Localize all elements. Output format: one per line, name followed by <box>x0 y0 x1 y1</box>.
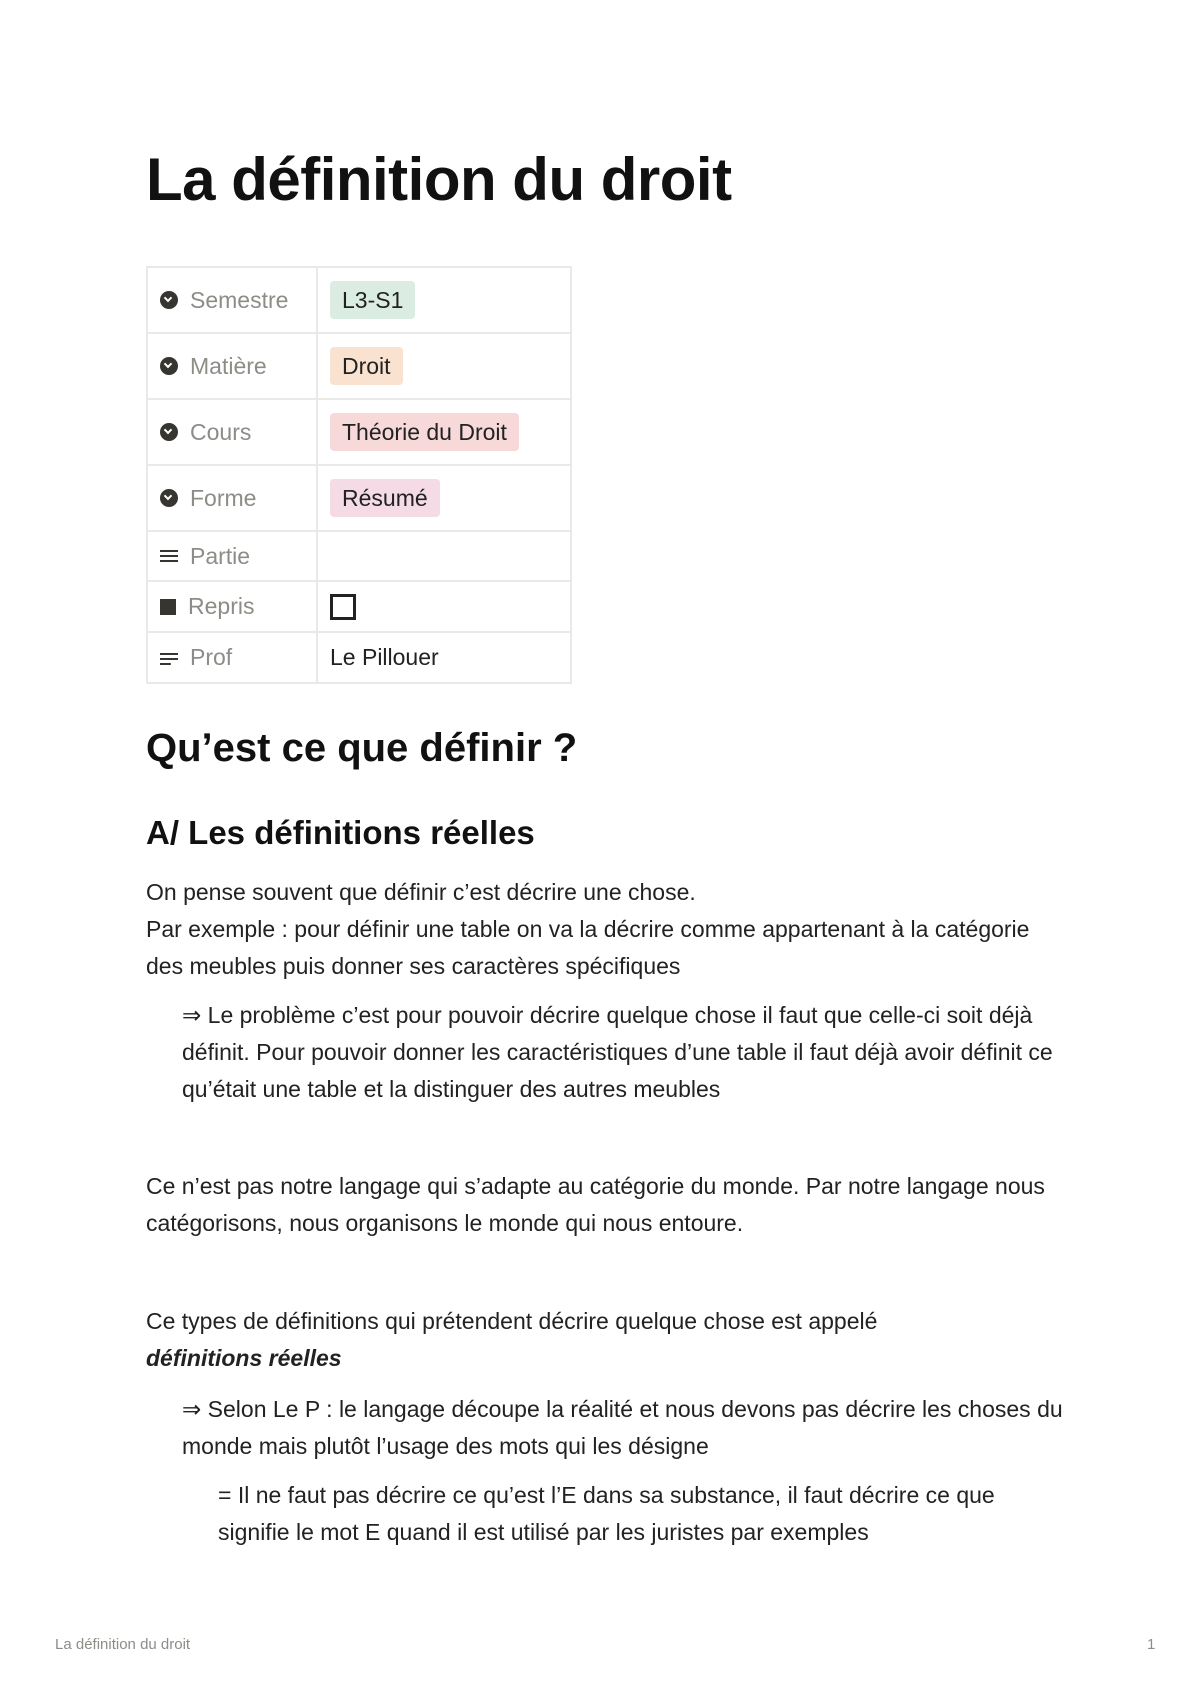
paragraph-text: Ce types de définitions qui prétendent décrire quelque chose est appelé <box>146 1308 878 1334</box>
property-row-prof <box>147 632 571 683</box>
properties-table <box>146 266 572 684</box>
paragraph: Ce n’est pas notre langage qui s’adapte au catégorie du monde. Par notre langage nous catégorisons, nous organisons le monde qui nous entoure. <box>146 1173 1045 1236</box>
property-label: Prof <box>190 644 233 670</box>
paragraph: Par exemple : pour définir une table on va la décrire comme appartenant à la catégorie des meubles puis donner ses caractères spécifiques <box>146 916 1030 979</box>
heading-definitions-reelles: A/ Les définitions réelles <box>146 814 535 851</box>
footer-title: La définition du droit <box>55 1636 191 1653</box>
property-row-repris <box>147 581 571 632</box>
property-label: Forme <box>190 484 257 511</box>
property-label: Semestre <box>190 286 289 313</box>
list-icon <box>160 547 178 565</box>
heading-definir: Qu’est ce que définir ? <box>146 726 578 770</box>
page-title: La définition du droit <box>146 146 732 213</box>
prof-value[interactable]: Le Pillouer <box>317 632 571 683</box>
property-label: Cours <box>190 418 252 445</box>
semestre-tag[interactable]: L3-S1 <box>330 281 415 319</box>
property-row-semestre <box>147 267 571 333</box>
select-icon <box>160 423 178 441</box>
text-icon <box>160 649 178 667</box>
matiere-tag[interactable]: Droit <box>330 347 403 385</box>
checkbox-property-icon <box>160 599 176 615</box>
property-row-cours <box>147 399 571 465</box>
property-label: Matière <box>190 352 267 379</box>
paragraph: On pense souvent que définir c’est décrire une chose. <box>146 879 696 905</box>
paragraph <box>146 1303 1066 1377</box>
arrow-paragraph: ⇒ Selon Le P : le langage découpe la réalité et nous devons pas décrire les choses du monde mais plutôt l’usage des mots qui les désigne <box>182 1396 1063 1459</box>
property-row-forme <box>147 465 571 531</box>
cours-tag[interactable]: Théorie du Droit <box>330 413 519 451</box>
repris-checkbox[interactable] <box>330 594 356 620</box>
select-icon <box>160 357 178 375</box>
property-row-matiere <box>147 333 571 399</box>
bold-italic-term: définitions réelles <box>146 1345 342 1371</box>
footer-page-number: 1 <box>1147 1636 1156 1653</box>
select-icon <box>160 291 178 309</box>
nested-paragraph: = Il ne faut pas décrire ce qu’est l’E dans sa substance, il faut décrire ce que signifie le mot E quand il est utilisé par les juristes par exemples <box>218 1482 995 1545</box>
property-row-partie <box>147 531 571 581</box>
select-icon <box>160 489 178 507</box>
partie-value[interactable] <box>317 531 571 581</box>
property-label: Partie <box>190 542 251 569</box>
arrow-paragraph: ⇒ Le problème c’est pour pouvoir décrire quelque chose il faut que celle-ci soit déjà définit. Pour pouvoir donner les caractéristiques d’une table il faut déjà avoir définit ce qu’était une table et la distinguer des autres meubles <box>182 1002 1053 1102</box>
property-label: Repris <box>188 593 255 619</box>
forme-tag[interactable]: Résumé <box>330 479 440 517</box>
